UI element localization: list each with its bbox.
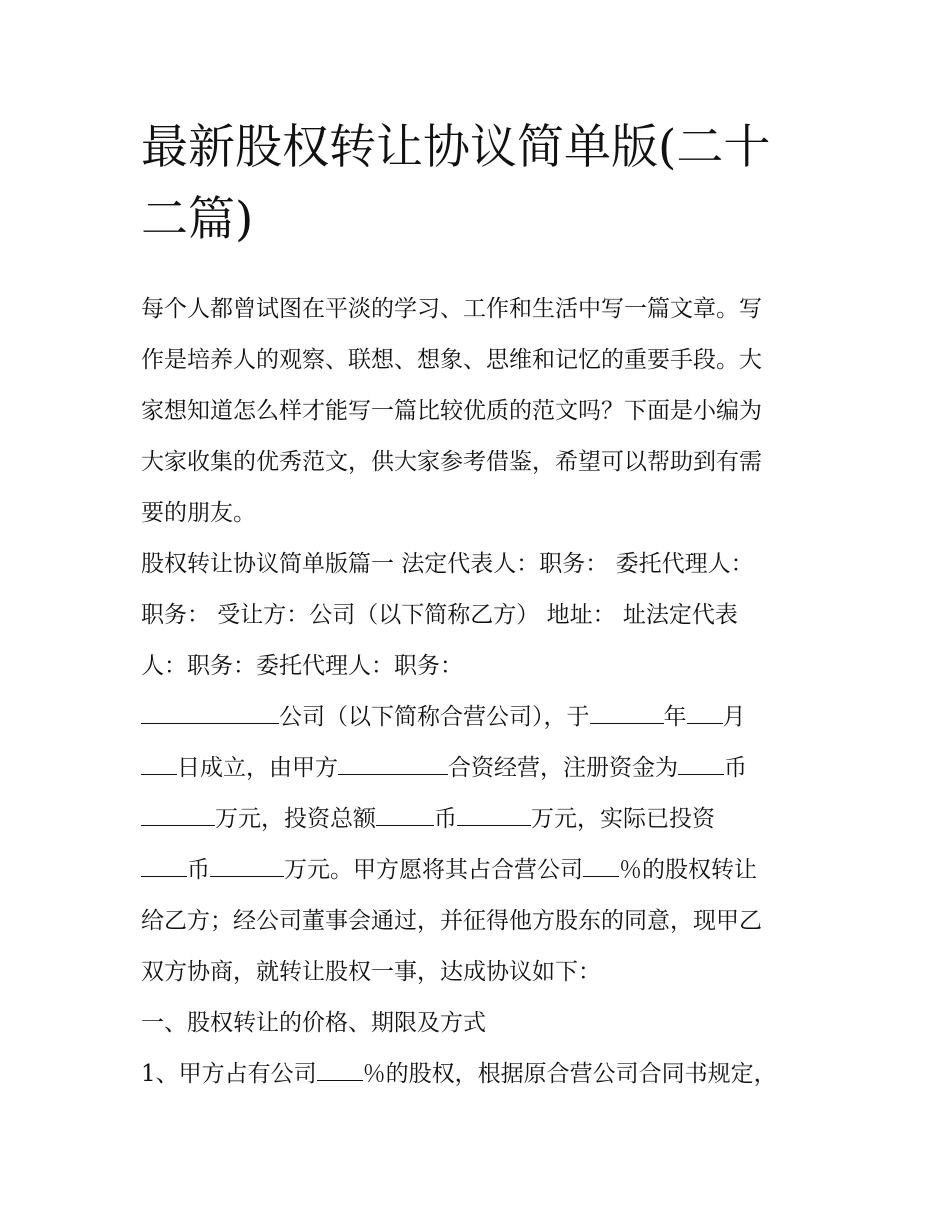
clause-one-suffix: ％的股权，根据原合营公司合同书规定， — [362, 1061, 777, 1087]
document-content — [141, 112, 813, 1100]
blank-currency-3 — [141, 856, 187, 877]
clause-one-paragraph — [141, 1049, 813, 1100]
section-heading-one — [141, 998, 813, 1049]
section-one-line-3: 人：职务：委托代理人：职务： — [141, 653, 463, 679]
blank-capital-amount — [141, 805, 215, 826]
text-total-investment: 万元，投资总额 — [215, 806, 376, 832]
document-title — [141, 112, 813, 256]
document-body — [141, 284, 813, 1100]
continuation-line-1: 给乙方；经公司董事会通过，并征得他方股东的同意，现甲乙 — [141, 908, 762, 934]
blank-party-a — [338, 754, 448, 775]
fill-in-line-2 — [141, 743, 813, 794]
intro-line-2: 作是培养人的观察、联想、想象、思维和记忆的重要手段。大 — [141, 347, 762, 373]
blank-year — [590, 703, 664, 724]
blank-currency-2 — [376, 805, 434, 826]
text-month: 月 — [722, 704, 746, 730]
text-share-transfer: ％的股权转让 — [619, 857, 757, 883]
fill-in-paragraph — [141, 692, 813, 998]
fill-in-line-1 — [141, 692, 813, 743]
heading-one-text: 一、股权转让的价格、期限及方式 — [141, 1010, 486, 1036]
text-currency-3: 币 — [187, 857, 210, 883]
intro-line-5: 要的朋友。 — [141, 500, 256, 526]
blank-owned-percent — [317, 1060, 363, 1081]
blank-company-name — [141, 703, 279, 724]
clause-one-prefix: 1、甲方占有公司 — [141, 1061, 317, 1087]
title-line-1: 最新股权转让协议简单版(二十 — [141, 120, 771, 175]
blank-month — [687, 703, 723, 724]
blank-day — [141, 754, 177, 775]
section-one-line-1: 股权转让协议简单版篇一 法定代表人：职务： 委托代理人： — [141, 551, 754, 577]
text-actual-investment: 万元，实际已投资 — [531, 806, 715, 832]
text-company-note: 公司（以下简称合营公司），于 — [279, 704, 590, 730]
clause-one-line — [141, 1049, 813, 1100]
title-line-2: 二篇) — [141, 192, 254, 247]
text-transfer-intent: 万元。甲方愿将其占合营公司 — [284, 857, 583, 883]
section-one-line-2: 职务： 受让方：公司（以下简称乙方） 地址： 址法定代表 — [141, 602, 738, 628]
blank-actual-amount — [210, 856, 284, 877]
fill-in-line-3 — [141, 794, 813, 845]
intro-paragraph — [141, 284, 813, 539]
fill-in-line-4 — [141, 845, 813, 896]
intro-line-4: 大家收集的优秀范文，供大家参考借鉴，希望可以帮助到有需 — [141, 449, 762, 475]
text-currency-1: 币 — [724, 755, 747, 781]
text-established: 日成立，由甲方 — [177, 755, 338, 781]
section-one-paragraph — [141, 539, 813, 692]
blank-investment-amount — [457, 805, 531, 826]
text-year: 年 — [663, 704, 687, 730]
intro-line-1: 每个人都曾试图在平淡的学习、工作和生活中写一篇文章。写 — [141, 296, 762, 322]
continuation-line-2: 双方协商，就转让股权一事，达成协议如下： — [141, 959, 601, 985]
text-currency-2: 币 — [434, 806, 457, 832]
text-registered-capital: 合资经营，注册资金为 — [448, 755, 678, 781]
intro-line-3: 家想知道怎么样才能写一篇比较优质的范文吗？下面是小编为 — [141, 398, 762, 424]
blank-share-percent — [583, 856, 619, 877]
blank-currency-1 — [678, 754, 724, 775]
